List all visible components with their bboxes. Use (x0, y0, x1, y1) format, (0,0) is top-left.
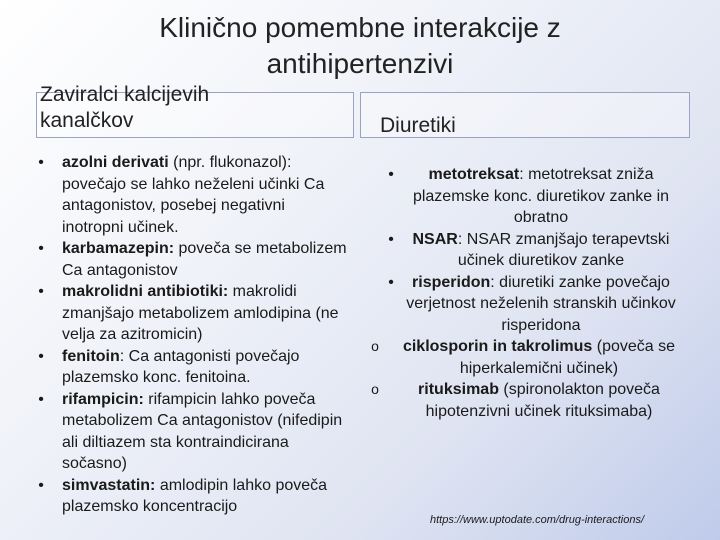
interaction-text: amlodipin lahko poveča plazemsko koncentracijo (62, 476, 328, 515)
circle-bullet-icon: o (371, 381, 379, 397)
list-item (365, 379, 683, 422)
bullet-icon: • (38, 283, 44, 300)
interaction-text: : diuretiki zanke povečajo verjetnost neželenih stranskih učinkov risperidona (406, 273, 676, 334)
bullet-icon: • (38, 390, 44, 408)
list-item (365, 336, 683, 379)
left-interaction-list (27, 152, 349, 518)
bullet-icon: • (38, 476, 44, 494)
list-item (27, 238, 349, 281)
drug-name: rituksimab (418, 381, 499, 398)
bullet-icon: • (38, 240, 44, 257)
bullet-icon: • (38, 154, 44, 171)
bullet-icon: • (388, 230, 394, 248)
interaction-text: makrolidi zmanjšajo metabolizem amlodipina (ne velja za azitromicin) (62, 283, 339, 343)
slide-title: Klinično pomembne interakcije z antihipertenzivi (159, 12, 561, 79)
drug-name: ciklosporin in takrolimus (402, 338, 593, 355)
right-interaction-list (365, 164, 683, 422)
drug-name: rifampicin: (62, 390, 144, 408)
list-item (27, 346, 349, 389)
bullet-icon: • (38, 347, 44, 365)
interaction-text: : NSAR zmanjšajo terapevtski učinek diuretikov zanke (457, 230, 670, 269)
drug-name: metotreksat (428, 166, 520, 183)
left-column-heading: Zaviralci kalcijevih kanalčkov (40, 83, 210, 132)
interaction-text: (poveča se hiperkalemični učinek) (459, 338, 676, 377)
list-item (27, 281, 349, 346)
right-column-heading: Diuretiki (380, 114, 456, 137)
drug-name: azolni derivati (62, 154, 169, 171)
drug-name: makrolidni antibiotiki: (62, 283, 229, 300)
interaction-text: : Ca antagonisti povečajo plazemsko konc. fenitoina. (62, 347, 300, 386)
drug-name: simvastatin: (62, 476, 156, 494)
drug-name: risperidon (412, 273, 491, 291)
list-item (27, 389, 349, 475)
interaction-text: (spironolakton poveča hipotenzivni učinek rituksimaba) (425, 381, 660, 420)
interaction-text: (npr. flukonazol): povečajo se lahko neželeni učinki Ca antagonistov, posebej negativni inotropni učinek. (62, 154, 325, 236)
circle-bullet-icon: o (371, 338, 379, 354)
bullet-icon: • (388, 273, 394, 291)
list-item (27, 475, 349, 518)
list-item (365, 164, 683, 229)
interaction-text: : metotreksat zniža plazemske konc. diuretikov zanke in obratno (412, 166, 670, 226)
source-reference: https://www.uptodate.com/drug-interactions/ (430, 514, 644, 526)
drug-name: karbamazepin: (62, 240, 175, 257)
list-item (27, 152, 349, 238)
interaction-text: poveča se metabolizem Ca antagonistov (62, 240, 347, 279)
interaction-text: rifampicin lahko poveča metabolizem Ca antagonistov (nifedipin ali diltiazem sta kontraindicirana sočasno) (62, 390, 343, 472)
list-item (365, 272, 683, 337)
list-item (365, 229, 683, 272)
drug-name: NSAR (412, 230, 458, 248)
bullet-icon: • (388, 166, 394, 183)
drug-name: fenitoin (62, 347, 120, 365)
